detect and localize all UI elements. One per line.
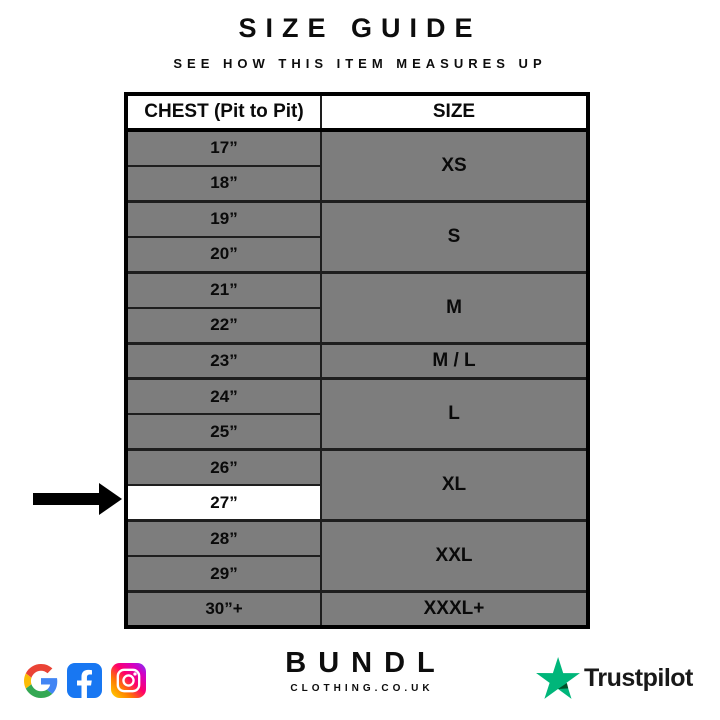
table-row	[126, 130, 588, 166]
table-header-row	[126, 94, 588, 130]
chest-cell: 20”	[126, 237, 321, 273]
size-cell-s: S	[321, 201, 588, 272]
size-cell-xl: XL	[321, 450, 588, 521]
size-cell-xs: XS	[321, 130, 588, 201]
chest-cell: 28”	[126, 521, 321, 557]
chest-cell: 17”	[126, 130, 321, 166]
chest-cell: 29”	[126, 556, 321, 592]
chest-cell: 26”	[126, 450, 321, 486]
column-header-chest: CHEST (Pit to Pit)	[126, 94, 321, 130]
brand-name: BUNDL	[285, 647, 447, 679]
chest-cell: 23”	[126, 343, 321, 379]
trustpilot-star-icon	[536, 657, 580, 699]
size-cell-ml: M / L	[321, 343, 588, 379]
chest-cell: 21”	[126, 272, 321, 308]
page-subtitle: SEE HOW THIS ITEM MEASURES UP	[173, 56, 547, 71]
table-row	[126, 379, 588, 415]
chest-cell: 24”	[126, 379, 321, 415]
brand-domain: CLOTHING.CO.UK	[290, 683, 434, 694]
column-header-size: SIZE	[321, 94, 588, 130]
size-cell-xxxl: XXXL+	[321, 592, 588, 628]
chest-cell: 30”+	[126, 592, 321, 628]
chest-cell: 18”	[126, 166, 321, 202]
table-row	[126, 343, 588, 379]
chest-cell: 22”	[126, 308, 321, 344]
page-title: SIZE GUIDE	[238, 13, 482, 43]
trustpilot-label: Trustpilot	[584, 663, 693, 692]
row-pointer-arrow-icon	[33, 483, 122, 515]
table-row	[126, 521, 588, 557]
table-row	[126, 592, 588, 628]
highlighted-chest-cell: 27”	[126, 485, 321, 521]
table-row	[126, 201, 588, 237]
table-row	[126, 272, 588, 308]
size-cell-m: M	[321, 272, 588, 343]
size-cell-xxl: XXL	[321, 521, 588, 592]
size-cell-l: L	[321, 379, 588, 450]
chest-cell: 25”	[126, 414, 321, 450]
trustpilot-logo[interactable]	[536, 657, 693, 699]
size-guide-table	[124, 92, 590, 629]
chest-cell: 19”	[126, 201, 321, 237]
table-row	[126, 450, 588, 486]
